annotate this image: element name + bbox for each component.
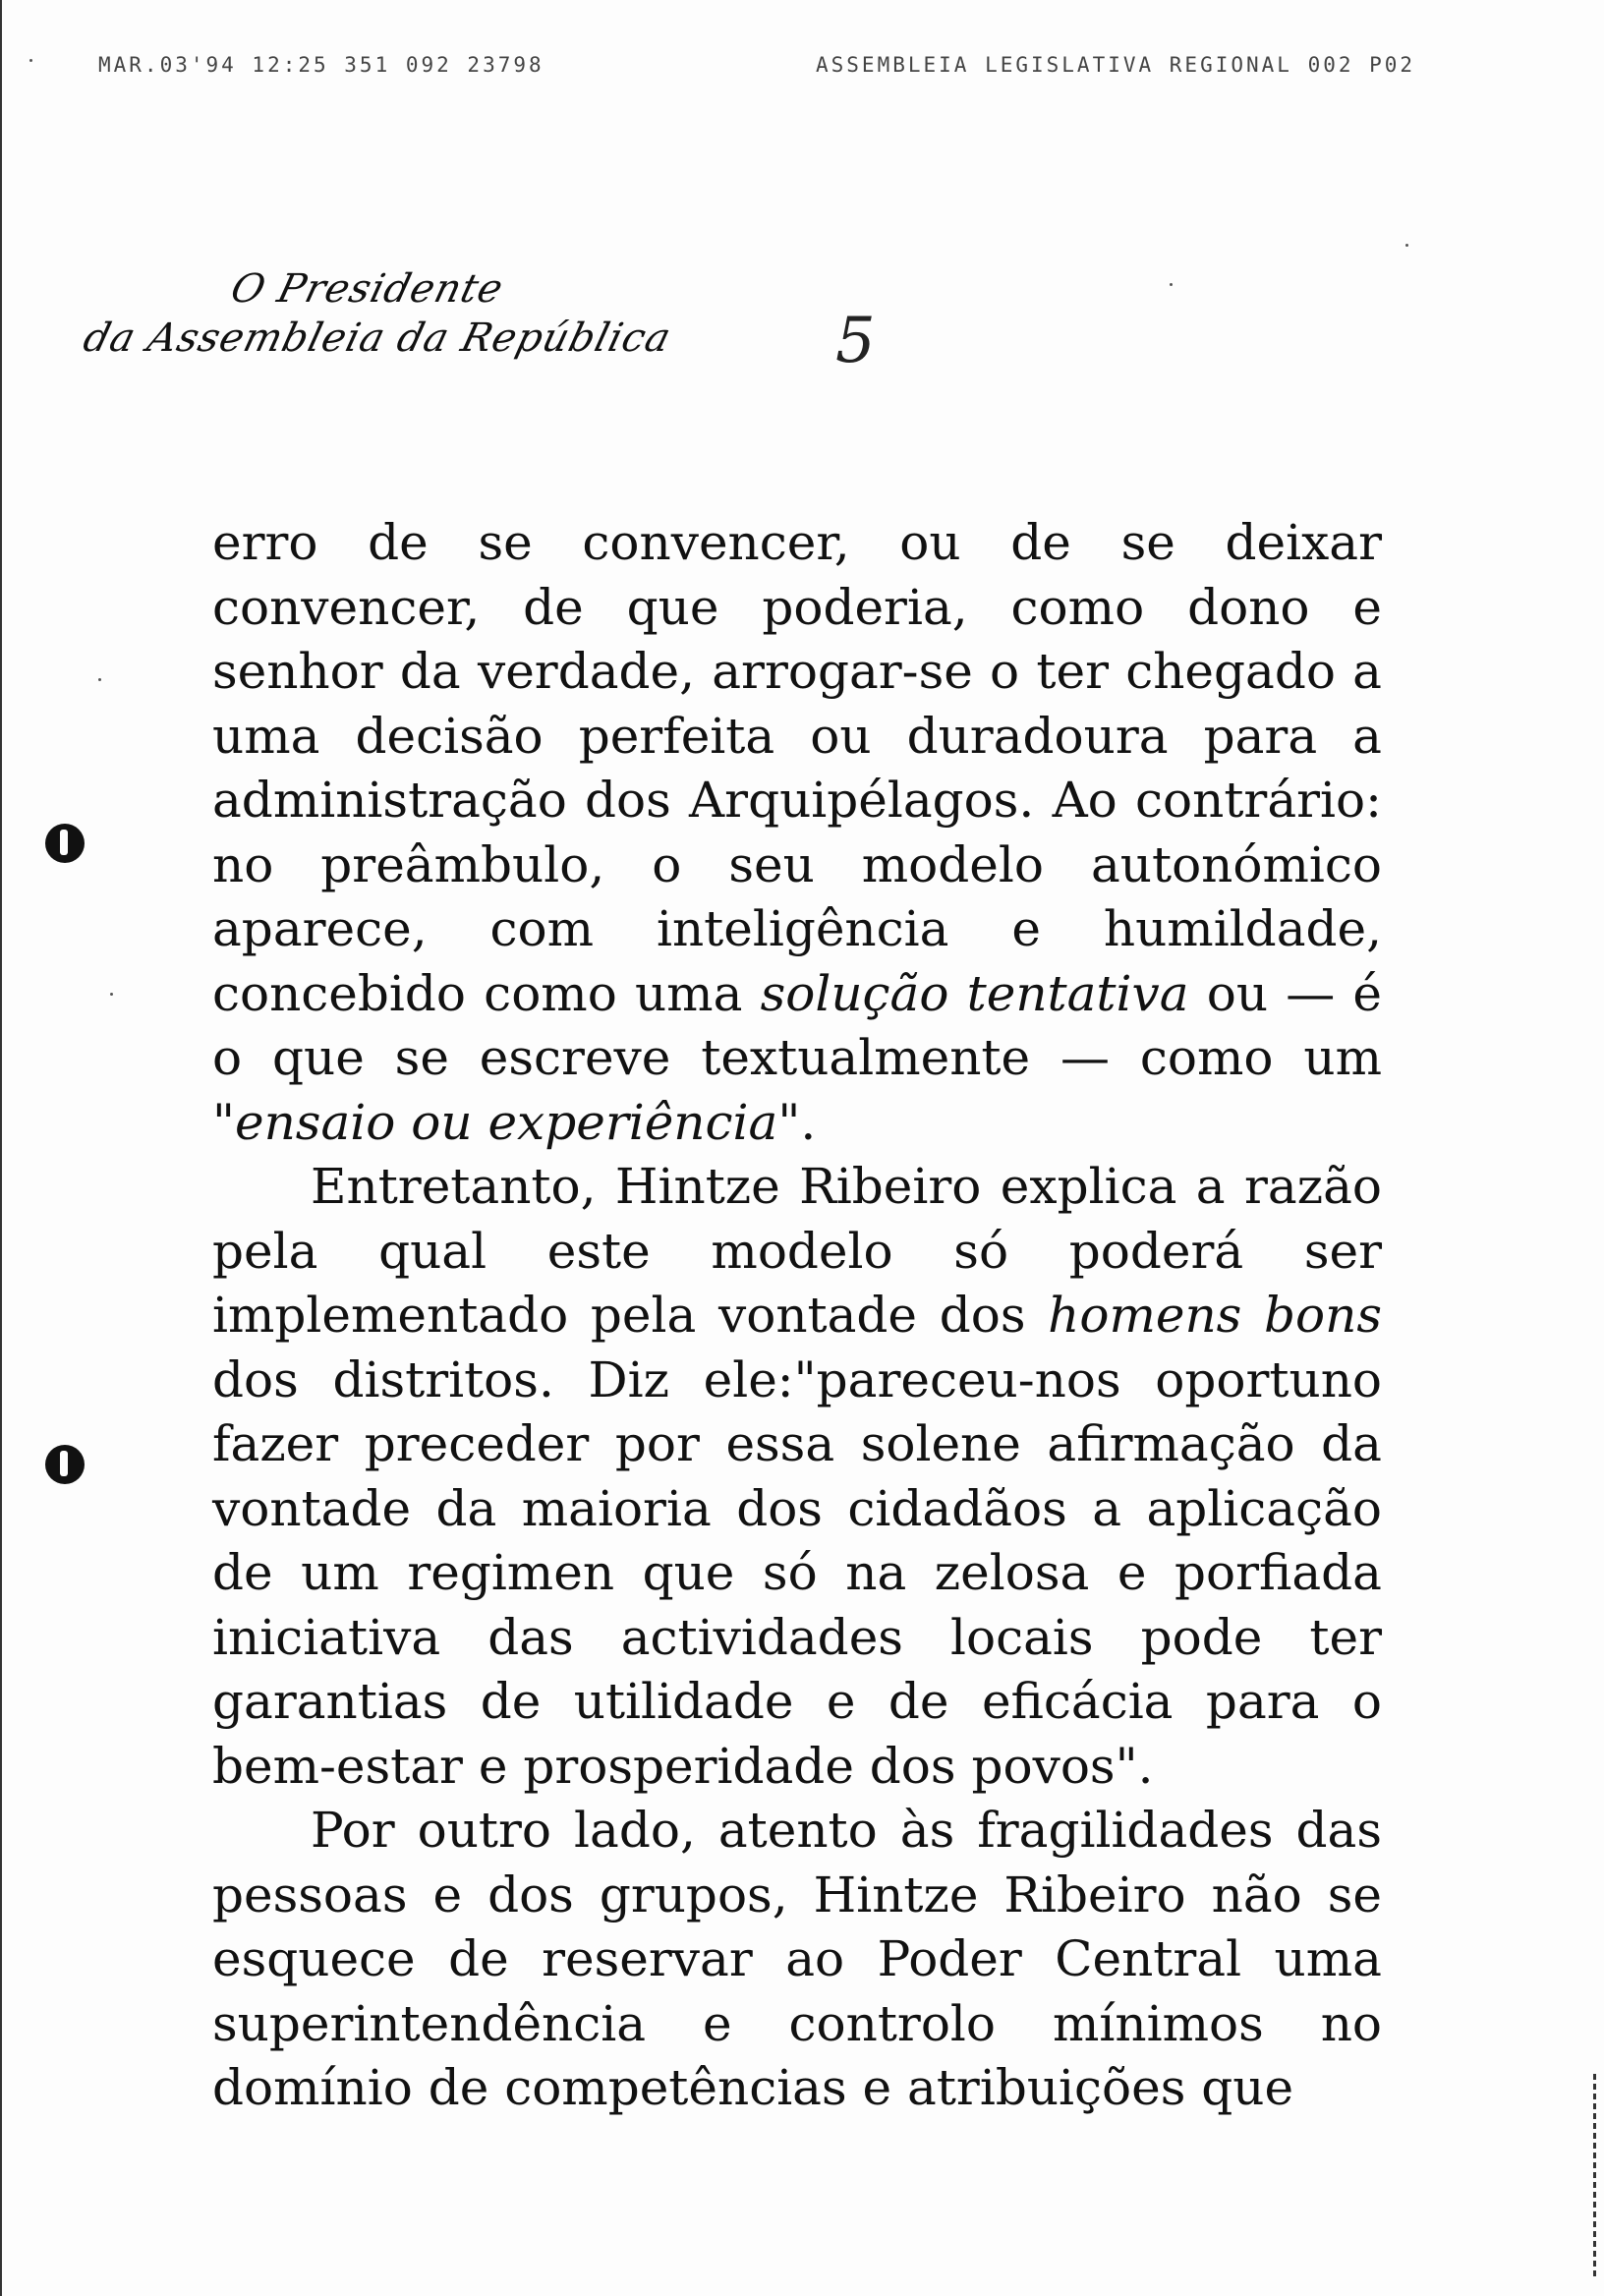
italic-phrase: homens bons <box>1048 1287 1382 1344</box>
scan-speck <box>29 59 32 62</box>
letterhead <box>79 263 676 362</box>
paragraph-3 <box>212 1799 1382 2121</box>
punch-hole-icon <box>45 824 85 863</box>
italic-phrase: solução tentativa <box>760 964 1189 1022</box>
paragraph-1 <box>212 511 1382 1155</box>
scan-speck <box>110 993 113 996</box>
text-run: Por outro lado, atento às fragilidades das pessoas e dos grupos, Hintze Ribeiro não se esquece de reservar ao Poder Central uma superintendência e controlo mínimos no domínio de competências e atribuições que <box>212 1802 1382 2116</box>
document-body <box>212 511 1382 2121</box>
text-run: ou — é o que se escreve textualmente — como um <box>212 964 1383 1086</box>
punch-hole-icon <box>45 1445 85 1484</box>
italic-phrase: "ensaio ou experiência" <box>212 1093 801 1151</box>
scan-speck <box>98 678 101 681</box>
scan-speck <box>1170 283 1173 286</box>
paragraph-2 <box>212 1155 1382 1799</box>
text-run: erro de se convencer, ou de se deixar convencer, de que poderia, como dono e senhor da verdade, arrogar-se o ter chegado a uma decisão perfeita ou duradoura para a administração dos Arquipélagos. Ao contrário: no preâmbulo, o seu modelo autonómico aparece, com inteligência e humildade, concebido como uma <box>212 514 1382 1022</box>
letterhead-line-1: O Presidente <box>226 266 509 312</box>
text-run: dos distritos. Diz ele:"pareceu-nos oportuno fazer preceder por essa solene afirmação da vontade da maioria dos cidadãos a aplicação de um regimen que só na zelosa e porfiada iniciativa das actividades locais pode ter garantias de utilidade e de eficácia para o bem-estar e prosperidade dos povos". <box>212 1350 1382 1795</box>
fax-header-right: ASSEMBLEIA LEGISLATIVA REGIONAL 002 P02 <box>816 53 1416 77</box>
fax-header-left: MAR.03'94 12:25 351 092 23798 <box>98 53 544 77</box>
page-edge-line <box>0 0 2 2296</box>
scan-edge-noise <box>1593 2074 1596 2280</box>
text-run: . <box>800 1093 817 1151</box>
letterhead-line-2: da Assembleia da República <box>79 316 676 361</box>
text-run: Entretanto, Hintze Ribeiro explica a razão pela qual este modelo só poderá ser implementado pela vontade dos <box>212 1158 1382 1344</box>
scan-speck <box>1405 244 1408 247</box>
page-number: 5 <box>835 305 876 377</box>
